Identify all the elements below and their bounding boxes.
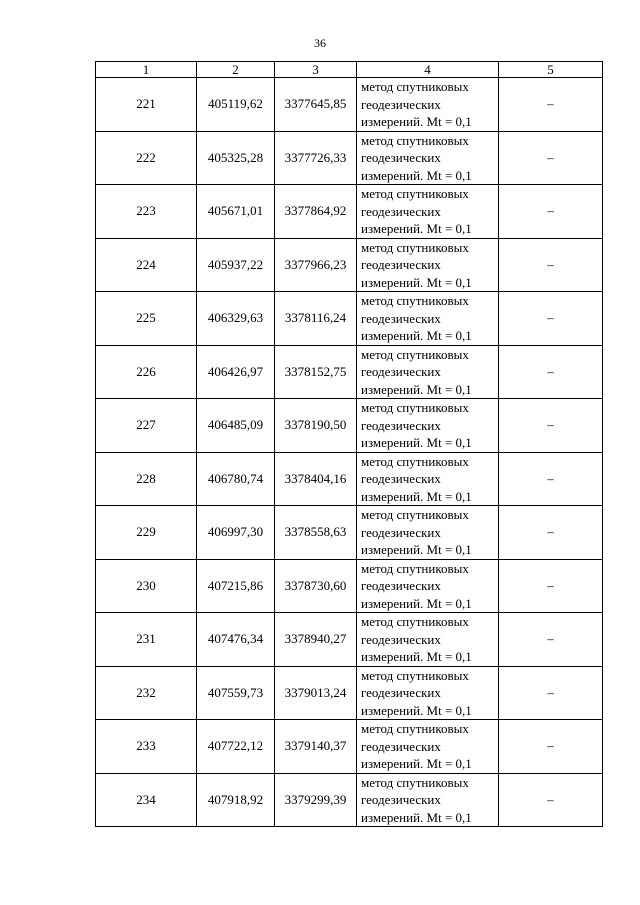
method-line: геодезических: [361, 96, 441, 112]
y-coordinate-cell: 3379013,24: [275, 666, 357, 720]
method-line: измерений. Mt = 0,1: [361, 542, 472, 557]
note-cell: –: [499, 292, 603, 346]
note-cell: –: [499, 773, 603, 827]
x-coordinate-cell: 406780,74: [197, 452, 275, 506]
method-cell: [357, 773, 499, 827]
method-line: измерений. Mt = 0,1: [361, 114, 472, 129]
method-line: метод спутниковых: [361, 667, 469, 683]
method-line: измерений. Mt = 0,1: [361, 756, 472, 771]
method-line: геодезических: [361, 631, 441, 647]
method-line: метод спутниковых: [361, 293, 469, 308]
point-number-cell: 234: [96, 773, 197, 827]
table-row: [96, 613, 603, 667]
table-row: [96, 559, 603, 613]
method-line: метод спутниковых: [361, 186, 469, 201]
method-line: геодезических: [361, 792, 441, 807]
method-line: метод спутниковых: [361, 453, 469, 469]
table-row: [96, 399, 603, 453]
x-coordinate-cell: 405671,01: [197, 185, 275, 239]
y-coordinate-cell: 3378730,60: [275, 559, 357, 613]
column-header: 1: [96, 62, 197, 78]
method-cell: [357, 559, 499, 613]
point-number-cell: 222: [96, 131, 197, 185]
method-line: метод спутниковых: [361, 79, 469, 94]
note-cell: –: [499, 559, 603, 613]
point-number-cell: 229: [96, 506, 197, 560]
x-coordinate-cell: 405937,22: [197, 238, 275, 292]
x-coordinate-cell: 407476,34: [197, 613, 275, 667]
method-cell: [357, 452, 499, 506]
point-number-cell: 226: [96, 345, 197, 399]
method-cell: [357, 292, 499, 346]
x-coordinate-cell: 406997,30: [197, 506, 275, 560]
table-row: [96, 185, 603, 239]
x-coordinate-cell: 406426,97: [197, 345, 275, 399]
method-line: геодезических: [361, 738, 441, 754]
y-coordinate-cell: 3378152,75: [275, 345, 357, 399]
method-cell: [357, 720, 499, 774]
point-number-cell: 224: [96, 238, 197, 292]
note-cell: –: [499, 185, 603, 239]
table-row: [96, 238, 603, 292]
point-number-cell: 228: [96, 452, 197, 506]
x-coordinate-cell: 406329,63: [197, 292, 275, 346]
x-coordinate-cell: 407215,86: [197, 559, 275, 613]
method-cell: [357, 185, 499, 239]
method-line: измерений. Mt = 0,1: [361, 167, 472, 183]
table-row: [96, 131, 603, 185]
method-line: измерений. Mt = 0,1: [361, 649, 472, 664]
column-header: 5: [499, 62, 603, 78]
point-number-cell: 223: [96, 185, 197, 239]
y-coordinate-cell: 3377864,92: [275, 185, 357, 239]
note-cell: –: [499, 452, 603, 506]
y-coordinate-cell: 3378404,16: [275, 452, 357, 506]
x-coordinate-cell: 407559,73: [197, 666, 275, 720]
method-cell: [357, 238, 499, 292]
method-line: геодезических: [361, 417, 441, 433]
method-line: геодезических: [361, 150, 441, 165]
method-cell: [357, 666, 499, 720]
point-number-cell: 233: [96, 720, 197, 774]
method-line: измерений. Mt = 0,1: [361, 488, 472, 504]
table-row: [96, 345, 603, 399]
table-row: [96, 773, 603, 827]
method-line: измерений. Mt = 0,1: [361, 328, 472, 343]
table-row: [96, 452, 603, 506]
method-line: измерений. Mt = 0,1: [361, 274, 472, 290]
note-cell: –: [499, 613, 603, 667]
table-row: [96, 78, 603, 132]
method-line: геодезических: [361, 471, 441, 486]
method-line: метод спутниковых: [361, 507, 469, 522]
y-coordinate-cell: 3379299,39: [275, 773, 357, 827]
method-cell: [357, 399, 499, 453]
note-cell: –: [499, 506, 603, 560]
table-header-row: [96, 62, 603, 78]
method-line: метод спутниковых: [361, 614, 469, 629]
y-coordinate-cell: 3378558,63: [275, 506, 357, 560]
x-coordinate-cell: 407722,12: [197, 720, 275, 774]
method-cell: [357, 131, 499, 185]
note-cell: –: [499, 720, 603, 774]
method-line: метод спутниковых: [361, 721, 469, 736]
y-coordinate-cell: 3377726,33: [275, 131, 357, 185]
note-cell: –: [499, 78, 603, 132]
y-coordinate-cell: 3378190,50: [275, 399, 357, 453]
method-cell: [357, 345, 499, 399]
note-cell: –: [499, 131, 603, 185]
table-row: [96, 720, 603, 774]
method-line: метод спутниковых: [361, 132, 469, 148]
column-header: 3: [275, 62, 357, 78]
coordinates-table: [95, 61, 603, 827]
point-number-cell: 227: [96, 399, 197, 453]
method-line: метод спутниковых: [361, 346, 469, 362]
method-line: метод спутниковых: [361, 239, 469, 255]
method-line: измерений. Mt = 0,1: [361, 809, 472, 825]
note-cell: –: [499, 399, 603, 453]
point-number-cell: 221: [96, 78, 197, 132]
method-line: геодезических: [361, 578, 441, 593]
method-line: геодезических: [361, 203, 441, 219]
method-line: геодезических: [361, 685, 441, 700]
table-row: [96, 292, 603, 346]
method-line: геодезических: [361, 524, 441, 540]
y-coordinate-cell: 3377966,23: [275, 238, 357, 292]
column-header: 2: [197, 62, 275, 78]
method-line: геодезических: [361, 257, 441, 272]
method-cell: [357, 506, 499, 560]
x-coordinate-cell: 406485,09: [197, 399, 275, 453]
y-coordinate-cell: 3377645,85: [275, 78, 357, 132]
note-cell: –: [499, 345, 603, 399]
note-cell: –: [499, 238, 603, 292]
method-cell: [357, 613, 499, 667]
note-cell: –: [499, 666, 603, 720]
x-coordinate-cell: 407918,92: [197, 773, 275, 827]
y-coordinate-cell: 3378116,24: [275, 292, 357, 346]
point-number-cell: 231: [96, 613, 197, 667]
point-number-cell: 225: [96, 292, 197, 346]
y-coordinate-cell: 3379140,37: [275, 720, 357, 774]
point-number-cell: 230: [96, 559, 197, 613]
method-cell: [357, 78, 499, 132]
x-coordinate-cell: 405325,28: [197, 131, 275, 185]
y-coordinate-cell: 3378940,27: [275, 613, 357, 667]
method-line: измерений. Mt = 0,1: [361, 381, 472, 397]
table-row: [96, 506, 603, 560]
method-line: измерений. Mt = 0,1: [361, 595, 472, 611]
method-line: метод спутниковых: [361, 400, 469, 415]
column-header: 4: [357, 62, 499, 78]
x-coordinate-cell: 405119,62: [197, 78, 275, 132]
method-line: метод спутниковых: [361, 560, 469, 576]
method-line: измерений. Mt = 0,1: [361, 702, 472, 718]
method-line: метод спутниковых: [361, 774, 469, 790]
point-number-cell: 232: [96, 666, 197, 720]
method-line: измерений. Mt = 0,1: [361, 435, 472, 450]
method-line: геодезических: [361, 310, 441, 326]
method-line: измерений. Mt = 0,1: [361, 221, 472, 236]
table-row: [96, 666, 603, 720]
page-number: 36: [314, 36, 326, 50]
method-line: геодезических: [361, 364, 441, 379]
